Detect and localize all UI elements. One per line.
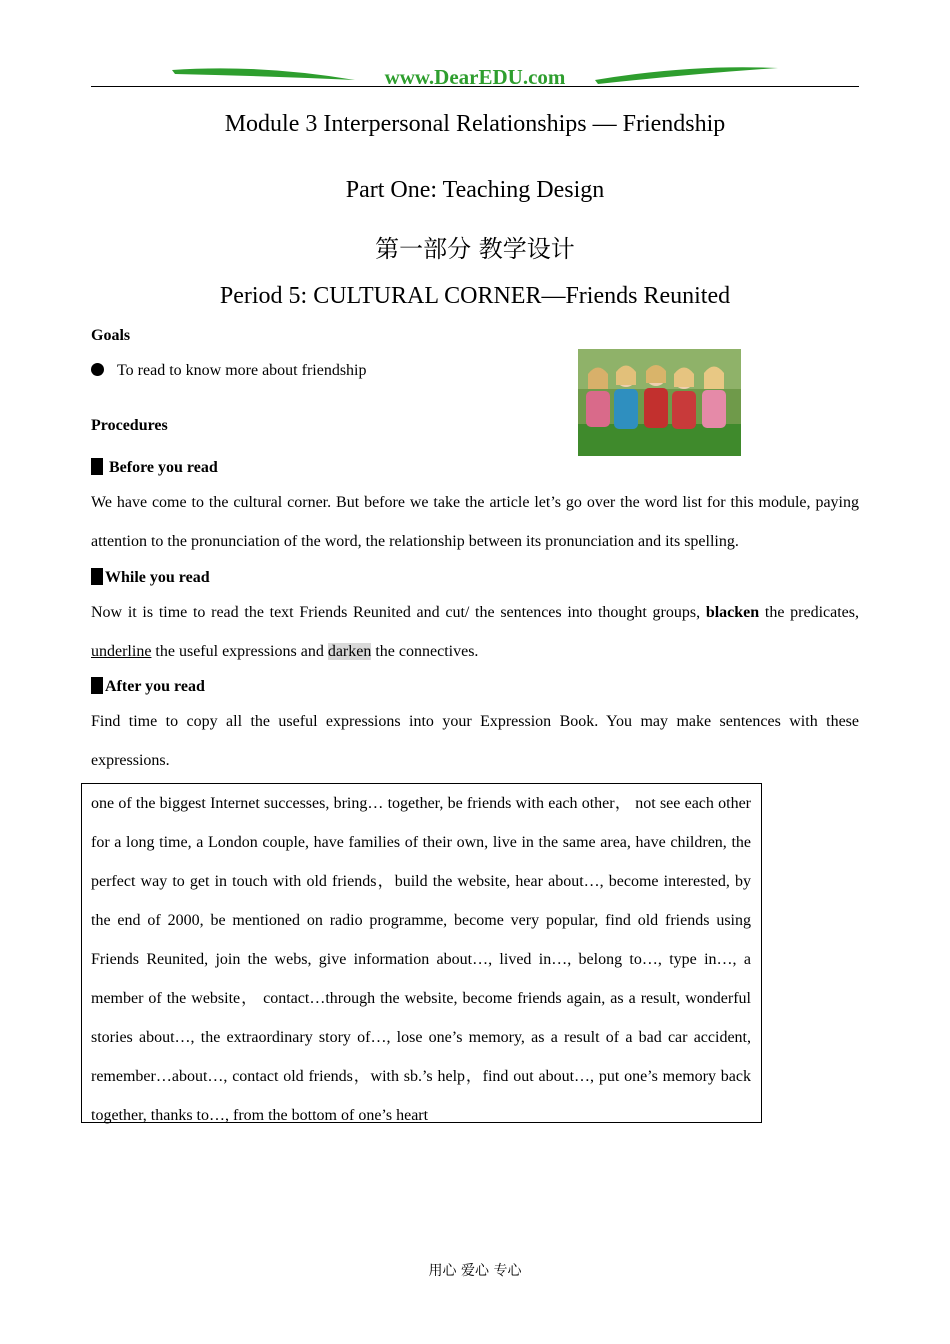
- after-you-read-label: After you read: [105, 678, 205, 695]
- underlined-word: underline: [91, 643, 152, 660]
- header-rule: [91, 86, 859, 87]
- before-you-read-text: We have come to the cultural corner. But before we take the article let’s go over the word list for this module, paying attention to the pronunciation of the word, the relationship between its pronunciation and its spelling.: [91, 494, 859, 550]
- header-logo: [170, 62, 780, 92]
- logo-text: www.DearEDU.com: [384, 65, 566, 89]
- bullet-icon: [91, 363, 104, 376]
- while-text-part: Now it is time to read the text Friends Reunited and cut/ the sentences into thought groups,: [91, 604, 706, 621]
- logo-swoosh-left: [172, 68, 355, 80]
- while-you-read-label: While you read: [105, 569, 210, 586]
- page-footer: 用心 爱心 专心: [428, 1263, 522, 1279]
- after-you-read-text: Find time to copy all the useful expressions into your Expression Book. You may make sentences with these expressions.: [91, 713, 859, 769]
- while-text-part: the useful expressions and: [151, 643, 328, 660]
- logo-swoosh-right: [595, 67, 778, 84]
- procedures-heading: Procedures: [91, 417, 168, 434]
- before-you-read-heading: [91, 458, 218, 477]
- while-text-part: the predicates,: [759, 604, 859, 621]
- expressions-box: one of the biggest Internet successes, bring… together, be friends with each other， not see each other for a long time, a London couple, have families of their own, live in the same area, have children, the perfect way to get in touch with old friends，build the website, hear about…, become interested, by the end of 2000, be mentioned on radio programme, become very popular, find old friends using Friends Reunited, join the webs, give information about…, lived in…, belong to…, type in…, a member of the website， contact…through the website, become friends again, as a result, wonderful stories about…, the extraordinary story of…, lose one’s memory, as a result of a bad car accident, remember…about…, contact old friends，with sb.’s help，find out about…, put one’s memory back together, thanks to…, from the bottom of one’s heart: [81, 783, 762, 1123]
- while-you-read-heading: [91, 568, 210, 587]
- square-bullet-icon: [91, 568, 103, 585]
- children-photo: [578, 349, 741, 456]
- goal-item: [91, 362, 366, 380]
- before-you-read-label: Before you read: [109, 459, 218, 476]
- square-bullet-icon: [91, 677, 103, 694]
- after-you-read-heading: [91, 677, 205, 696]
- bold-word: blacken: [705, 604, 760, 621]
- goal-item-text: To read to know more about friendship: [117, 362, 367, 379]
- period-title: Period 5: CULTURAL CORNER—Friends Reunited: [219, 283, 731, 309]
- part-title: Part One: Teaching Design: [345, 177, 605, 203]
- while-text-part: the connectives.: [371, 643, 479, 660]
- module-title: Module 3 Interpersonal Relationships — Friendship: [224, 111, 726, 137]
- while-you-read-text: [91, 593, 859, 671]
- goals-heading: Goals: [91, 327, 131, 344]
- square-bullet-icon: [91, 458, 103, 475]
- part-title-chinese: 第一部分 教学设计: [375, 235, 575, 263]
- shaded-word: darken: [327, 643, 372, 660]
